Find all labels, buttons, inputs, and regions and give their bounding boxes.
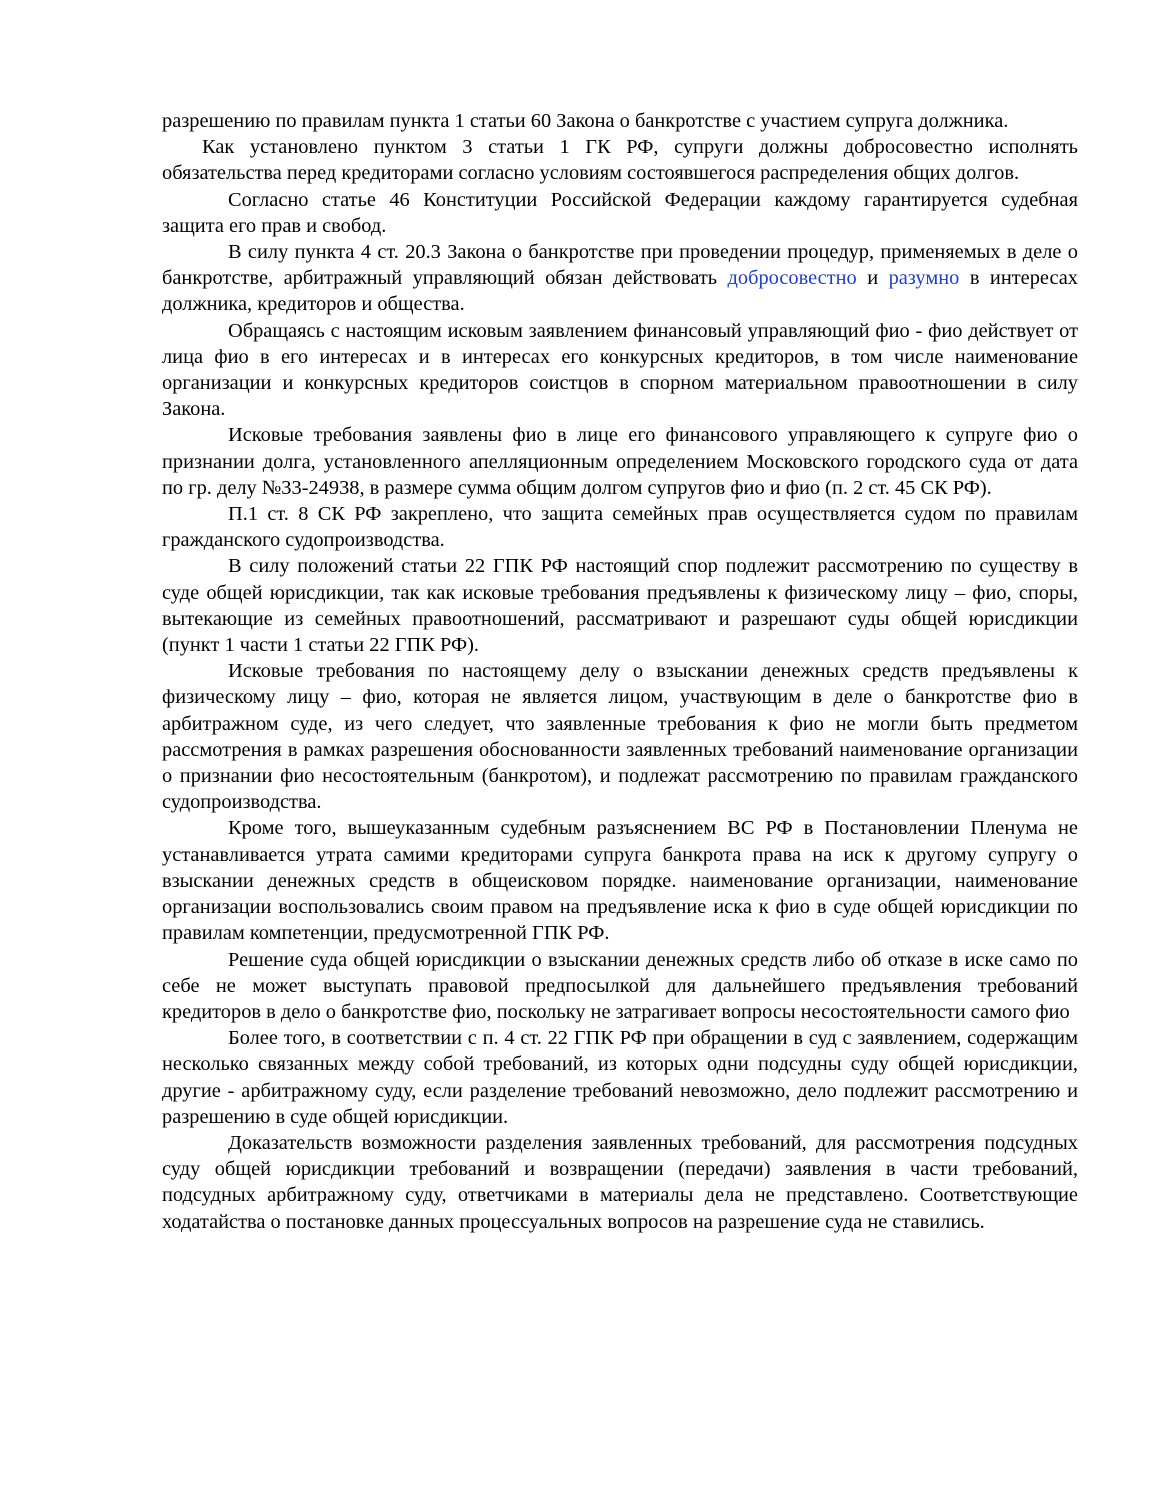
paragraph-6: Исковые требования заявлены фио в лице его финансового управляющего к супруге фио о признании долга, установленного апелляционным определением Московского городского суда от дата по гр. делу №33-24938, в размере сумма общим долгом супругов фио и фио (п. 2 ст. 45 СК РФ). xyxy=(162,424,1078,499)
paragraph-4-text-before: В силу пункта 4 ст. 20.3 Закона о банкротстве при проведении процедур, применяемых в деле о банкротстве, арбитражный управляющий обязан действовать xyxy=(162,241,1078,290)
paragraph-9: Исковые требования по настоящему делу о взыскании денежных средств предъявлены к физическому лицу – фио, которая не является лицом, участвующим в деле о банкротстве фио в арбитражном суде, из чего следует, что заявленные требования к фио не могли быть предметом рассмотрения в рамках разрешения обоснованности заявленных требований наименование организации о признании фио несостоятельным (банкротом), и подлежат рассмотрению по правилам гражданского судопроизводства. xyxy=(162,660,1078,814)
link-dobrosovestno[interactable]: добросовестно xyxy=(727,267,857,290)
paragraph-13: Доказательств возможности разделения заявленных требований, для рассмотрения подсудных суду общей юрисдикции требований и возвращении (передачи) заявления в части требований, подсудных арбитражному суду, ответчиками в материалы дела не представлено. Соответствующие ходатайства о постановке данных процессуальных вопросов на разрешение суда не ставились. xyxy=(162,1131,1078,1233)
paragraph-2: Как установлено пунктом 3 статьи 1 ГК РФ, супруги должны добросовестно исполнять обязательства перед кредиторами согласно условиям состоявшегося распределения общих долгов. xyxy=(162,136,1078,185)
link-razumno[interactable]: разумно xyxy=(888,267,960,290)
paragraph-7: П.1 ст. 8 СК РФ закреплено, что защита семейных прав осуществляется судом по правилам гражданского судопроизводства. xyxy=(162,503,1078,552)
paragraph-10: Кроме того, вышеуказанным судебным разъяснением ВС РФ в Постановлении Пленума не устанавливается утрата самими кредиторами супруга банкрота права на иск к другому супругу о взыскании денежных средств в общеисковом порядке. наименование организации, наименование организации воспользовались своим правом на предъявление иска к фио в суде общей юрисдикции по правилам компетенции, предусмотренной ГПК РФ. xyxy=(162,817,1078,945)
paragraph-1: разрешению по правилам пункта 1 статьи 60 Закона о банкротстве с участием супруга должника. xyxy=(162,110,1009,132)
paragraph-5: Обращаясь с настоящим исковым заявлением финансовый управляющий фио - фио действует от лица фио в его интересах и в интересах его конкурсных кредиторов, в том числе наименование организации и конкурсных кредиторов соистцов в спорном материальном правоотношении в силу Закона. xyxy=(162,319,1078,421)
paragraph-3: Согласно статье 46 Конституции Российской Федерации каждому гарантируется судебная защита его прав и свобод. xyxy=(162,188,1078,237)
paragraph-4-text-after: в интересах должника, кредиторов и общества. xyxy=(162,267,1078,316)
paragraph-4-text-middle: и xyxy=(856,267,889,290)
paragraph-12: Более того, в соответствии с п. 4 ст. 22 ГПК РФ при обращении в суд с заявлением, содержащим несколько связанных между собой требований, из которых одни подсудны суду общей юрисдикции, другие - арбитражному суду, если разделение требований невозможно, дело подлежит рассмотрению и разрешению в суде общей юрисдикции. xyxy=(162,1027,1078,1128)
paragraph-11: Решение суда общей юрисдикции о взыскании денежных средств либо об отказе в иске само по себе не может выступать правовой предпосылкой для дальнейшего предъявления требований кредиторов в дело о банкротстве фио, поскольку не затрагивает вопросы несостоятельности самого фио xyxy=(162,948,1078,1023)
paragraph-4 xyxy=(162,239,1078,318)
document-page xyxy=(162,108,1078,1235)
paragraph-8: В силу положений статьи 22 ГПК РФ настоящий спор подлежит рассмотрению по существу в суде общей юрисдикции, так как исковые требования предъявлены к физическому лицу – фио, споры, вытекающие из семейных правоотношений, рассматривают и разрешают суды общей юрисдикции (пункт 1 части 1 статьи 22 ГПК РФ). xyxy=(162,555,1078,657)
